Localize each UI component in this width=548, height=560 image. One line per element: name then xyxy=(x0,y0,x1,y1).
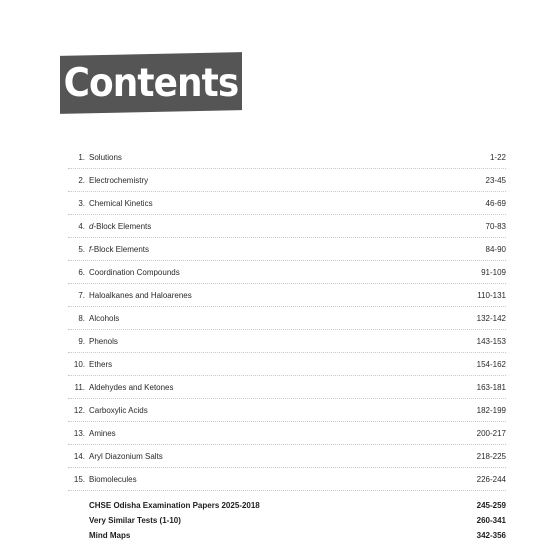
chapter-pages: 226-244 xyxy=(476,474,506,484)
chapter-pages: 200-217 xyxy=(476,428,506,438)
chapter-number: 8. xyxy=(78,313,85,323)
chapter-title: d-Block Elements xyxy=(89,221,152,231)
extras-list xyxy=(68,498,506,543)
chapter-number: 1. xyxy=(78,152,85,162)
chapter-title: Biomolecules xyxy=(89,474,137,484)
chapter-pages: 182-199 xyxy=(476,405,506,415)
chapter-number: 12. xyxy=(73,405,85,415)
toc-row xyxy=(68,215,506,238)
chapter-number: 11. xyxy=(74,382,85,392)
toc-row xyxy=(68,399,506,422)
chapter-pages: 218-225 xyxy=(476,451,506,461)
toc-row xyxy=(68,238,506,261)
chapter-title: Coordination Compounds xyxy=(89,267,180,277)
chapter-number: 7. xyxy=(78,290,85,300)
extra-pages: 245-259 xyxy=(476,501,506,510)
chapter-pages: 84-90 xyxy=(485,244,506,254)
chapter-pages: 143-153 xyxy=(476,336,506,346)
chapter-number: 9. xyxy=(78,336,85,346)
page-title: Contents xyxy=(63,60,239,106)
toc-row xyxy=(68,422,506,445)
chapter-title: Solutions xyxy=(89,152,122,162)
toc-row xyxy=(68,468,506,491)
chapter-number: 13. xyxy=(73,428,85,438)
chapter-pages: 163-181 xyxy=(476,382,506,392)
toc-row xyxy=(68,284,506,307)
chapter-pages: 23-45 xyxy=(485,175,506,185)
toc-row xyxy=(68,307,506,330)
toc-row xyxy=(68,261,506,284)
chapter-pages: 1-22 xyxy=(489,152,506,162)
chapter-number: 10. xyxy=(73,359,85,369)
toc-row xyxy=(68,169,506,192)
extra-row xyxy=(68,528,506,543)
chapter-pages: 154-162 xyxy=(476,359,506,369)
toc-row xyxy=(68,353,506,376)
chapter-number: 5. xyxy=(78,244,85,254)
extra-title: CHSE Odisha Examination Papers 2025-2018 xyxy=(89,501,260,510)
extra-pages: 260-341 xyxy=(476,516,506,525)
extra-pages: 342-356 xyxy=(476,531,506,540)
extra-title: Very Similar Tests (1-10) xyxy=(89,516,181,525)
toc-row xyxy=(68,376,506,399)
chapter-title: Haloalkanes and Haloarenes xyxy=(89,290,192,300)
chapter-title: Amines xyxy=(89,428,116,438)
chapter-list xyxy=(68,146,506,491)
toc-row xyxy=(68,445,506,468)
chapter-number: 4. xyxy=(78,221,85,231)
contents-title-banner xyxy=(60,52,242,114)
chapter-number: 2. xyxy=(78,175,85,185)
chapter-number: 3. xyxy=(78,198,85,208)
chapter-pages: 70-83 xyxy=(485,221,506,231)
chapter-title: Ethers xyxy=(89,359,113,369)
chapter-number: 15. xyxy=(73,474,85,484)
extra-row xyxy=(68,513,506,528)
chapter-pages: 132-142 xyxy=(476,313,506,323)
chapter-number: 6. xyxy=(78,267,85,277)
toc-row xyxy=(68,330,506,353)
chapter-title: Aldehydes and Ketones xyxy=(89,382,174,392)
chapter-pages: 46-69 xyxy=(485,198,506,208)
chapter-title: Alcohols xyxy=(89,313,120,323)
chapter-title: Aryl Diazonium Salts xyxy=(89,451,163,461)
chapter-title: f-Block Elements xyxy=(89,244,150,254)
chapter-pages: 91-109 xyxy=(481,267,506,277)
toc-row xyxy=(68,192,506,215)
extra-title: Mind Maps xyxy=(89,531,131,540)
chapter-title: Electrochemistry xyxy=(89,175,149,185)
chapter-title: Chemical Kinetics xyxy=(89,198,153,208)
chapter-title: Phenols xyxy=(89,336,118,346)
toc-row xyxy=(68,146,506,169)
table-of-contents xyxy=(68,146,506,543)
chapter-pages: 110-131 xyxy=(477,290,506,300)
chapter-number: 14. xyxy=(73,451,85,461)
chapter-title: Carboxylic Acids xyxy=(89,405,148,415)
extra-row xyxy=(68,498,506,513)
